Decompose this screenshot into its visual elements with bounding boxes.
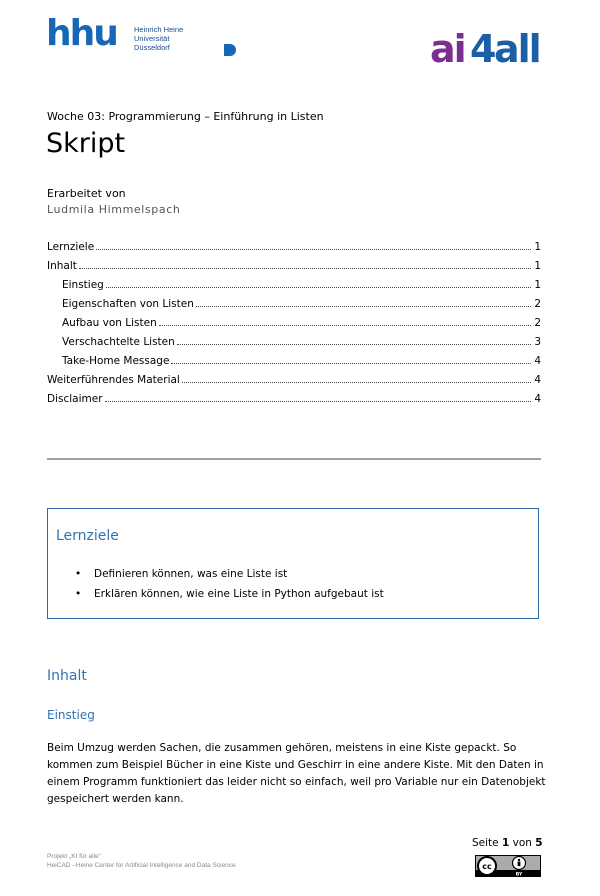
table-of-contents — [47, 241, 541, 412]
toc-entry-material[interactable] — [47, 374, 541, 393]
toc-page: 4 — [534, 393, 541, 405]
list-item: • Definieren können, was eine Liste ist — [75, 564, 384, 584]
license-label: BY — [515, 872, 523, 877]
page-total: 5 — [535, 837, 543, 849]
toc-label: Disclaimer — [47, 393, 103, 405]
toc-label: Weiterführendes Material — [47, 374, 180, 386]
section-heading-inhalt: Inhalt — [47, 668, 87, 684]
document-title: Skript — [46, 128, 126, 159]
learning-goals-list — [75, 564, 384, 604]
toc-label: Take-Home Message — [62, 355, 170, 367]
toc-entry-eigenschaften[interactable] — [47, 298, 541, 317]
footer-project-line1: Projekt „KI für alle“ — [47, 853, 101, 860]
subsection-heading-einstieg: Einstieg — [47, 708, 95, 722]
ai4all-logo — [430, 22, 548, 70]
hhu-logo-wordmark: hhu — [46, 13, 117, 54]
toc-page: 3 — [534, 336, 541, 348]
learning-goals-box — [47, 508, 539, 619]
author-label: Erarbeitet von — [47, 187, 126, 200]
toc-label: Eigenschaften von Listen — [62, 298, 194, 310]
toc-page: 2 — [534, 298, 541, 310]
ai4all-logo-all: all — [494, 27, 540, 70]
footer-project-line2: HeiCAD –Heine Center for Artificial Intelligence and Data Science — [47, 862, 236, 869]
cc-icon — [478, 857, 496, 875]
hhu-logo-subtext: Heinrich Heine Universität Düsseldorf — [134, 25, 184, 52]
toc-label: Inhalt — [47, 260, 77, 272]
document-subtitle: Woche 03: Programmierung – Einführung in Listen — [47, 110, 324, 123]
ai4all-logo-ai: ai — [430, 27, 465, 70]
toc-entry-verschachtelte[interactable] — [47, 336, 541, 355]
toc-label: Lernziele — [47, 241, 95, 253]
toc-entry-disclaimer[interactable] — [47, 393, 541, 412]
toc-page: 1 — [534, 241, 541, 253]
hhu-logo-mark — [224, 44, 236, 56]
toc-page: 4 — [534, 355, 541, 367]
toc-entry-take-home[interactable] — [47, 355, 541, 374]
body-paragraph: Beim Umzug werden Sachen, die zusammen gehören, meistens in eine Kiste gepackt. So kommen zum Beispiel Bücher in eine Kiste und Geschirr in eine andere Kiste. Mit den Daten in einem Programm funktioniert das leider nicht so einfach, weil pro Variable nur ein Datenobjekt gespeichert werden kann. — [47, 742, 546, 805]
cc-by-license-badge — [475, 855, 541, 877]
page-number: Seite 1 von 5 — [472, 837, 543, 849]
ai4all-logo-4: 4 — [470, 27, 497, 70]
toc-page: 1 — [534, 279, 541, 291]
toc-entry-einstieg[interactable] — [47, 279, 541, 298]
toc-entry-lernziele[interactable] — [47, 241, 541, 260]
section-divider — [47, 458, 541, 460]
toc-page: 4 — [534, 374, 541, 386]
toc-label: Aufbau von Listen — [62, 317, 157, 329]
page-current: 1 — [501, 837, 510, 849]
svg-text:cc: cc — [482, 862, 492, 871]
author-name: Ludmila Himmelspach — [47, 203, 181, 216]
by-icon — [513, 857, 526, 870]
toc-label: Einstieg — [62, 279, 104, 291]
toc-entry-inhalt[interactable] — [47, 260, 541, 279]
toc-label: Verschachtelte Listen — [62, 336, 175, 348]
footer-project — [47, 852, 236, 870]
toc-entry-aufbau[interactable] — [47, 317, 541, 336]
toc-page: 2 — [534, 317, 541, 329]
toc-page: 1 — [534, 260, 541, 272]
list-item: • Erklären können, wie eine Liste in Python aufgebaut ist — [75, 584, 384, 604]
learning-goals-heading: Lernziele — [56, 528, 119, 544]
hhu-logo — [46, 13, 196, 58]
